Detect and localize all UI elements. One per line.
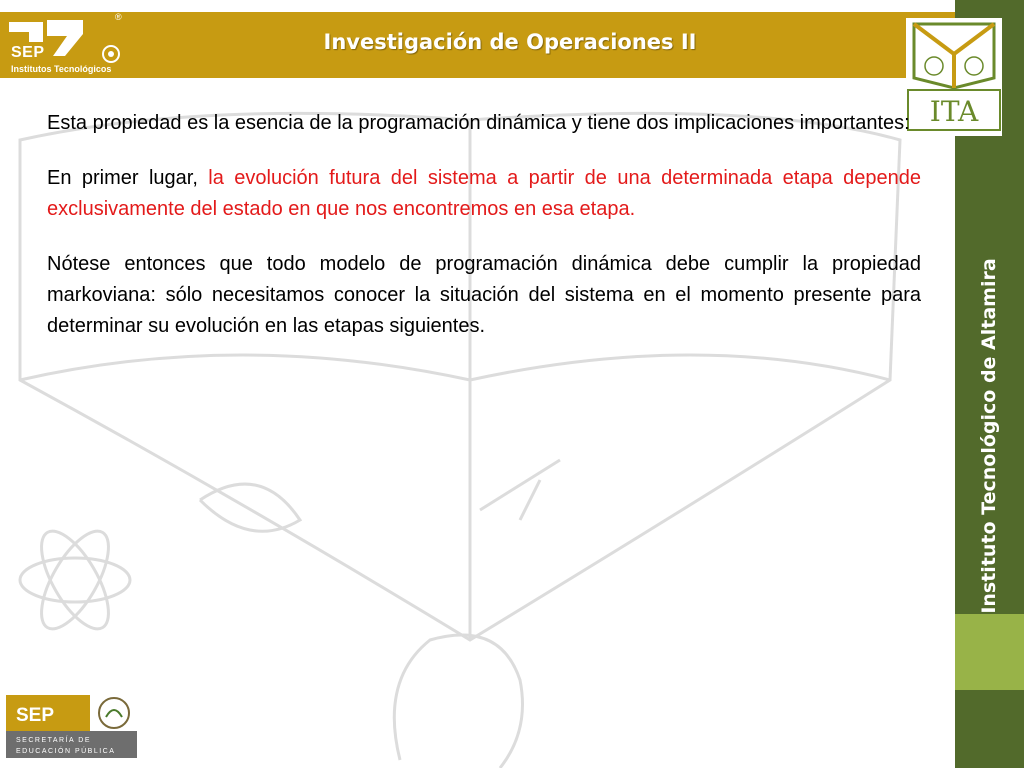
sep-institutos-logo <box>3 12 138 78</box>
page-title: Investigación de Operaciones II <box>323 30 697 54</box>
sep-bottom-text: SEP <box>16 705 55 726</box>
sep-bottom-line1: SECRETARÍA DE <box>16 737 91 744</box>
registered-mark: ® <box>115 12 122 22</box>
sidebar-accent-block <box>955 614 1024 690</box>
paragraph-1: Esta propiedad es la esencia de la programación dinámica y tiene dos implicaciones importantes: <box>47 112 910 134</box>
sidebar-vertical-label: Instituto Tecnológico de Altamira <box>978 258 1000 614</box>
sep-logo-text: SEP <box>11 44 45 61</box>
paragraph-2-lead: En primer lugar, <box>47 167 198 189</box>
paragraph-2 <box>47 163 921 225</box>
paragraph-2-highlight: la evolución futura del sistema a partir de una determinada etapa depende exclusivamente del estado en que nos encontremos en esa etapa. <box>47 167 922 220</box>
paragraph-3: Nótese entonces que todo modelo de programación dinámica debe cumplir la propiedad markoviana: sólo necesitamos conocer la situación del sistema en el momento presente para determinar su evolución en las etapas siguientes. <box>47 253 921 337</box>
sep-logo-subtext: Institutos Tecnológicos <box>11 64 112 74</box>
slide-body <box>47 108 921 366</box>
ita-logo-text: ITA <box>929 95 979 128</box>
sep-bottom-line2: EDUCACIÓN PÚBLICA <box>16 748 116 755</box>
sep-secretaria-logo <box>6 695 137 758</box>
